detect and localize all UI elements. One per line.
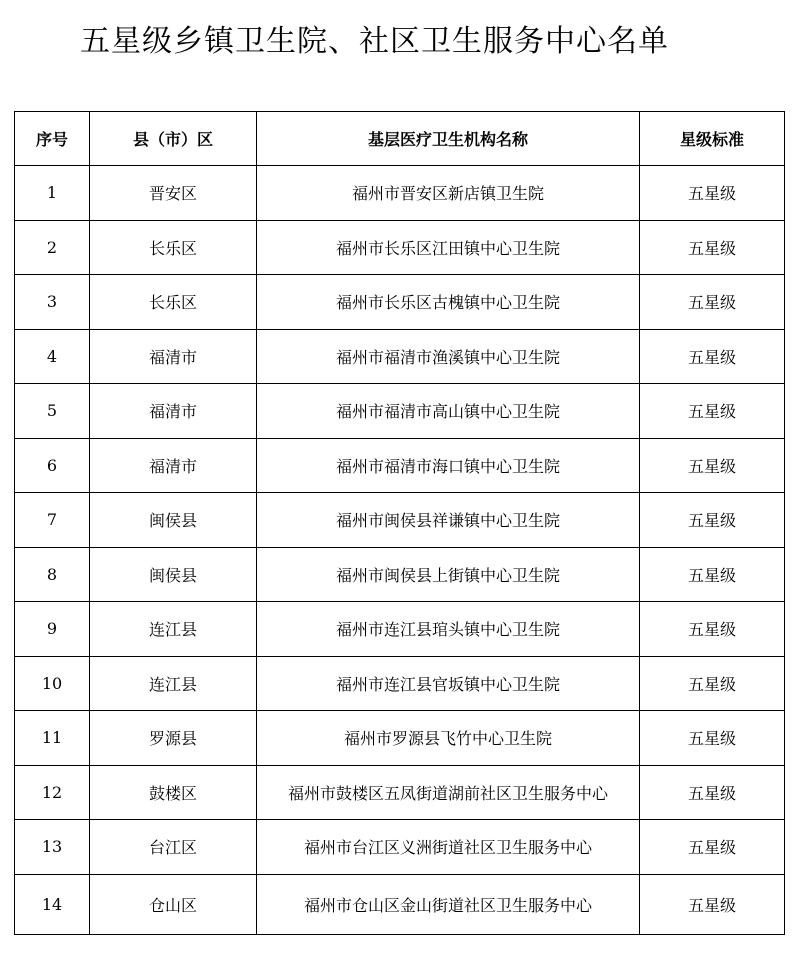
row-institution: 福州市长乐区江田镇中心卫生院 [257,220,640,275]
table-row [15,329,785,384]
row-institution: 福州市闽侯县上街镇中心卫生院 [257,547,640,602]
row-district: 福清市 [90,438,257,493]
row-star-level: 五星级 [640,166,785,221]
row-district: 福清市 [90,384,257,439]
row-institution: 福州市福清市高山镇中心卫生院 [257,384,640,439]
row-star-level: 五星级 [640,820,785,875]
row-star-level: 五星级 [640,220,785,275]
table-row [15,820,785,875]
row-star-level: 五星级 [640,384,785,439]
row-district: 长乐区 [90,220,257,275]
row-index: 2 [15,220,90,275]
table-header-row [15,112,785,166]
row-institution: 福州市仓山区金山街道社区卫生服务中心 [257,874,640,934]
row-institution: 福州市罗源县飞竹中心卫生院 [257,711,640,766]
row-institution: 福州市连江县琯头镇中心卫生院 [257,602,640,657]
row-star-level: 五星级 [640,874,785,934]
table-row [15,275,785,330]
row-star-level: 五星级 [640,656,785,711]
table-row [15,602,785,657]
row-star-level: 五星级 [640,765,785,820]
row-district: 闽侯县 [90,493,257,548]
row-institution: 福州市福清市海口镇中心卫生院 [257,438,640,493]
row-index: 11 [15,711,90,766]
table-row [15,765,785,820]
row-index: 14 [15,874,90,934]
row-district: 连江县 [90,656,257,711]
row-index: 7 [15,493,90,548]
row-district: 连江县 [90,602,257,657]
row-index: 8 [15,547,90,602]
row-star-level: 五星级 [640,547,785,602]
row-institution: 福州市福清市渔溪镇中心卫生院 [257,329,640,384]
row-district: 鼓楼区 [90,765,257,820]
facility-table [14,111,785,935]
table-row [15,547,785,602]
row-district: 福清市 [90,329,257,384]
row-index: 12 [15,765,90,820]
row-index: 13 [15,820,90,875]
row-star-level: 五星级 [640,493,785,548]
table-row [15,711,785,766]
table-row [15,220,785,275]
header-district: 县（市）区 [90,112,257,166]
row-index: 6 [15,438,90,493]
page-title: 五星级乡镇卫生院、社区卫生服务中心名单 [80,24,669,59]
row-district: 台江区 [90,820,257,875]
row-district: 仓山区 [90,874,257,934]
row-index: 5 [15,384,90,439]
row-index: 3 [15,275,90,330]
row-index: 10 [15,656,90,711]
table-row [15,656,785,711]
table-row [15,874,785,934]
header-index: 序号 [15,112,90,166]
row-district: 晋安区 [90,166,257,221]
table-row [15,493,785,548]
row-star-level: 五星级 [640,711,785,766]
row-star-level: 五星级 [640,602,785,657]
row-star-level: 五星级 [640,329,785,384]
header-star-level: 星级标准 [640,112,785,166]
row-institution: 福州市晋安区新店镇卫生院 [257,166,640,221]
header-institution: 基层医疗卫生机构名称 [257,112,640,166]
row-district: 罗源县 [90,711,257,766]
table-row [15,384,785,439]
row-index: 4 [15,329,90,384]
row-institution: 福州市闽侯县祥谦镇中心卫生院 [257,493,640,548]
row-institution: 福州市台江区义洲街道社区卫生服务中心 [257,820,640,875]
table-row [15,166,785,221]
row-district: 闽侯县 [90,547,257,602]
row-institution: 福州市鼓楼区五凤街道湖前社区卫生服务中心 [257,765,640,820]
row-institution: 福州市连江县官坂镇中心卫生院 [257,656,640,711]
row-index: 1 [15,166,90,221]
row-star-level: 五星级 [640,438,785,493]
row-star-level: 五星级 [640,275,785,330]
row-district: 长乐区 [90,275,257,330]
row-index: 9 [15,602,90,657]
table-row [15,438,785,493]
row-institution: 福州市长乐区古槐镇中心卫生院 [257,275,640,330]
